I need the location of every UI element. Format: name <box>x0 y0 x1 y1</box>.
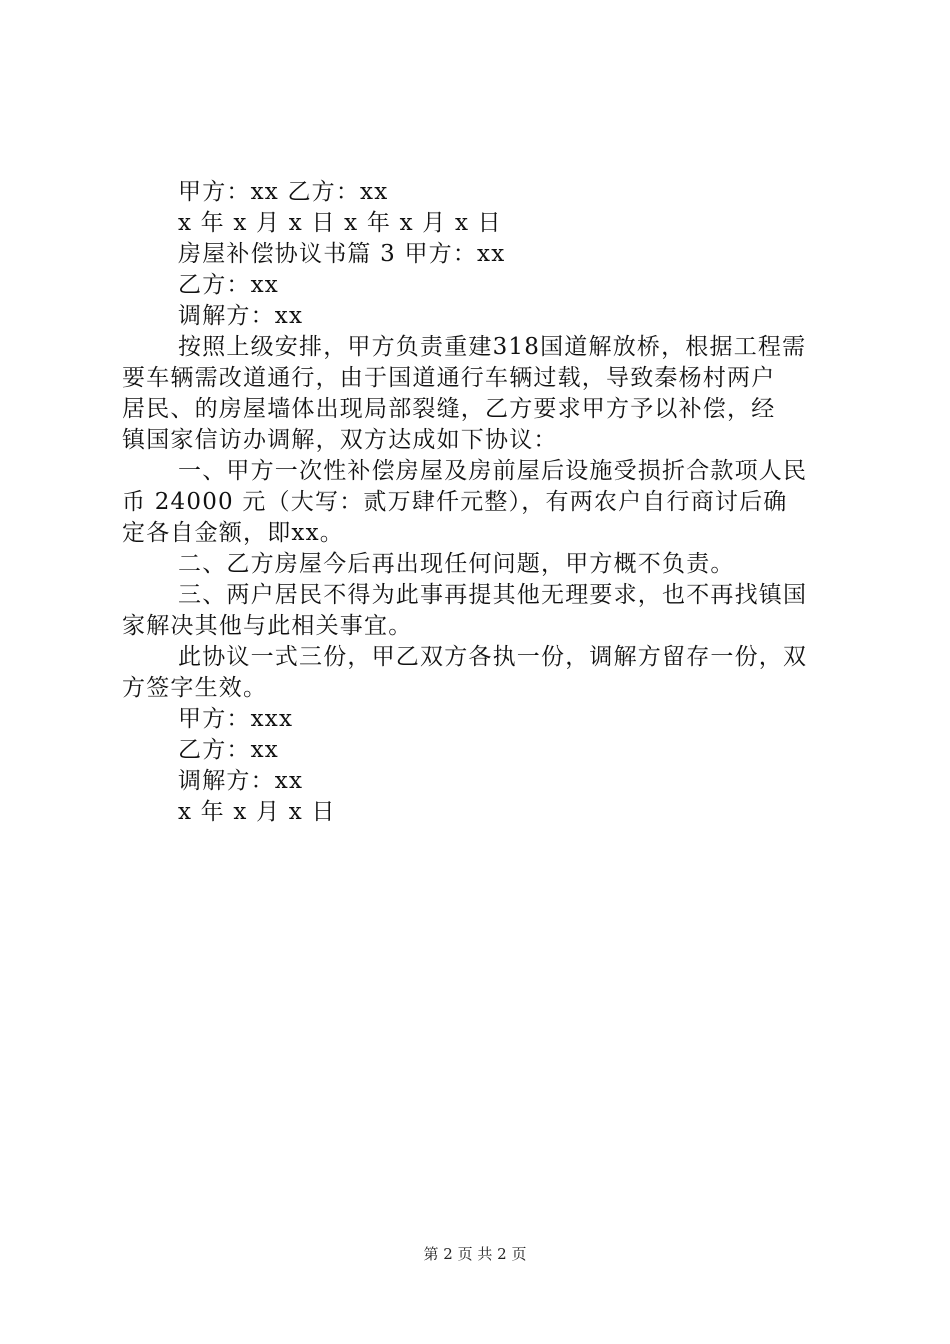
signature-party-a: 甲方：xxx <box>178 706 294 732</box>
clause-2 <box>122 549 832 580</box>
clause-3 <box>122 580 832 642</box>
signature-party-b: 乙方：xx <box>178 737 279 763</box>
closing-paragraph <box>122 642 832 704</box>
paragraph-line: 镇国家信访办调解，双方达成如下协议： <box>122 427 558 453</box>
paragraph-line: 三、两户居民不得为此事再提其他无理要求，也不再找镇国 <box>178 582 808 608</box>
paragraph-line: 定各自金额，即xx。 <box>122 520 344 546</box>
signature-mediator: 调解方：xx <box>178 768 304 794</box>
paragraph-line: 一、甲方一次性补偿房屋及房前屋后设施受损折合款项人民 <box>178 458 808 484</box>
paragraph-line: 币 24000 元（大写：贰万肆仟元整），有两农户自行商讨后确 <box>122 489 788 515</box>
paragraph-line: 二、乙方房屋今后再出现任何问题，甲方概不负责。 <box>178 551 735 577</box>
page-footer: 第 2 页 共 2 页 <box>423 1245 527 1263</box>
paragraph-line: 此协议一式三份，甲乙双方各执一份，调解方留存一份，双 <box>178 644 808 670</box>
section-title: 房屋补偿协议书篇 3 甲方：xx <box>178 241 506 267</box>
clause-1 <box>122 456 832 549</box>
document-body <box>122 177 832 828</box>
paragraph-line: 按照上级安排，甲方负责重建318国道解放桥，根据工程需 <box>178 334 807 360</box>
paragraph-background <box>122 332 832 456</box>
signature-date: x 年 x 月 x 日 <box>178 799 336 825</box>
paragraph-line: 家解决其他与此相关事宜。 <box>122 613 413 639</box>
paragraph-line: 要车辆需改道通行，由于国道通行车辆过载，导致秦杨村两户 <box>122 365 776 391</box>
party-line: 甲方：xx 乙方：xx <box>178 179 389 205</box>
mediator-line: 调解方：xx <box>178 303 304 329</box>
paragraph-line: 方签字生效。 <box>122 675 268 701</box>
paragraph-line: 居民、的房屋墙体出现局部裂缝，乙方要求甲方予以补偿，经 <box>122 396 776 422</box>
party-b-line: 乙方：xx <box>178 272 279 298</box>
date-line: x 年 x 月 x 日 x 年 x 月 x 日 <box>178 210 502 236</box>
